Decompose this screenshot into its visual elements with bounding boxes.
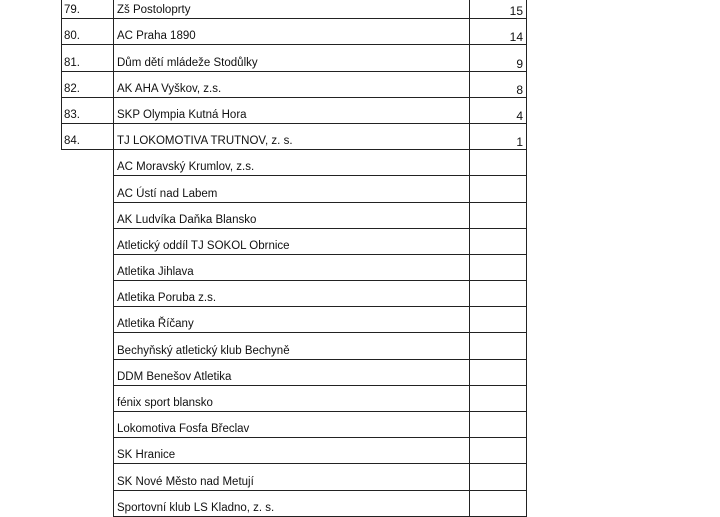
table-row	[62, 45, 527, 71]
club-name-cell: SK Hranice	[114, 438, 470, 464]
table-row	[62, 0, 527, 19]
club-name-cell: AK Ludvíka Daňka Blansko	[114, 202, 470, 228]
table-row	[62, 228, 527, 254]
count-cell	[470, 228, 527, 254]
count-cell: 8	[470, 71, 527, 97]
count-cell: 15	[470, 0, 527, 19]
club-name-cell: SKP Olympia Kutná Hora	[114, 97, 470, 123]
table-row	[62, 333, 527, 359]
club-name-cell: TJ LOKOMOTIVA TRUTNOV, z. s.	[114, 123, 470, 149]
table-row	[62, 19, 527, 45]
count-cell	[470, 464, 527, 490]
club-ranking-table	[61, 0, 527, 517]
club-name-cell: Dům dětí mládeže Stodůlky	[114, 45, 470, 71]
rank-cell: 82.	[62, 71, 114, 97]
count-cell	[470, 176, 527, 202]
table-row	[62, 97, 527, 123]
table-row	[62, 71, 527, 97]
count-cell	[470, 254, 527, 280]
table-row	[62, 281, 527, 307]
count-cell: 14	[470, 19, 527, 45]
count-cell: 9	[470, 45, 527, 71]
count-cell	[470, 150, 527, 176]
rank-cell: 83.	[62, 97, 114, 123]
count-cell	[470, 202, 527, 228]
club-name-cell: Atletika Poruba z.s.	[114, 281, 470, 307]
table-row	[62, 490, 527, 516]
club-name-cell: Bechyňský atletický klub Bechyně	[114, 333, 470, 359]
club-name-cell: SK Nové Město nad Metují	[114, 464, 470, 490]
club-name-cell: AC Ústí nad Labem	[114, 176, 470, 202]
count-cell: 1	[470, 123, 527, 149]
club-name-cell: fénix sport blansko	[114, 385, 470, 411]
count-cell	[470, 359, 527, 385]
rank-cell: 81.	[62, 45, 114, 71]
table-row	[62, 202, 527, 228]
count-cell	[470, 281, 527, 307]
table-row	[62, 123, 527, 149]
count-cell	[470, 438, 527, 464]
table-row	[62, 412, 527, 438]
count-cell	[470, 385, 527, 411]
table-row	[62, 464, 527, 490]
rank-cell: 79.	[62, 0, 114, 19]
count-cell	[470, 412, 527, 438]
club-name-cell: AK AHA Vyškov, z.s.	[114, 71, 470, 97]
club-name-cell: Atletický oddíl TJ SOKOL Obrnice	[114, 228, 470, 254]
count-cell	[470, 307, 527, 333]
count-cell: 4	[470, 97, 527, 123]
club-name-cell: AC Moravský Krumlov, z.s.	[114, 150, 470, 176]
club-name-cell: Atletika Říčany	[114, 307, 470, 333]
table-row	[62, 307, 527, 333]
table-row	[62, 359, 527, 385]
club-name-cell: Zš Postoloprty	[114, 0, 470, 19]
rank-cell: 80.	[62, 19, 114, 45]
club-name-cell: AC Praha 1890	[114, 19, 470, 45]
table-row	[62, 254, 527, 280]
table-row	[62, 176, 527, 202]
table-row	[62, 150, 527, 176]
club-name-cell: Atletika Jihlava	[114, 254, 470, 280]
table-row	[62, 438, 527, 464]
club-name-cell: Lokomotiva Fosfa Břeclav	[114, 412, 470, 438]
table-row	[62, 385, 527, 411]
count-cell	[470, 490, 527, 516]
rank-cell: 84.	[62, 123, 114, 149]
club-name-cell: DDM Benešov Atletika	[114, 359, 470, 385]
club-name-cell: Sportovní klub LS Kladno, z. s.	[114, 490, 470, 516]
count-cell	[470, 333, 527, 359]
